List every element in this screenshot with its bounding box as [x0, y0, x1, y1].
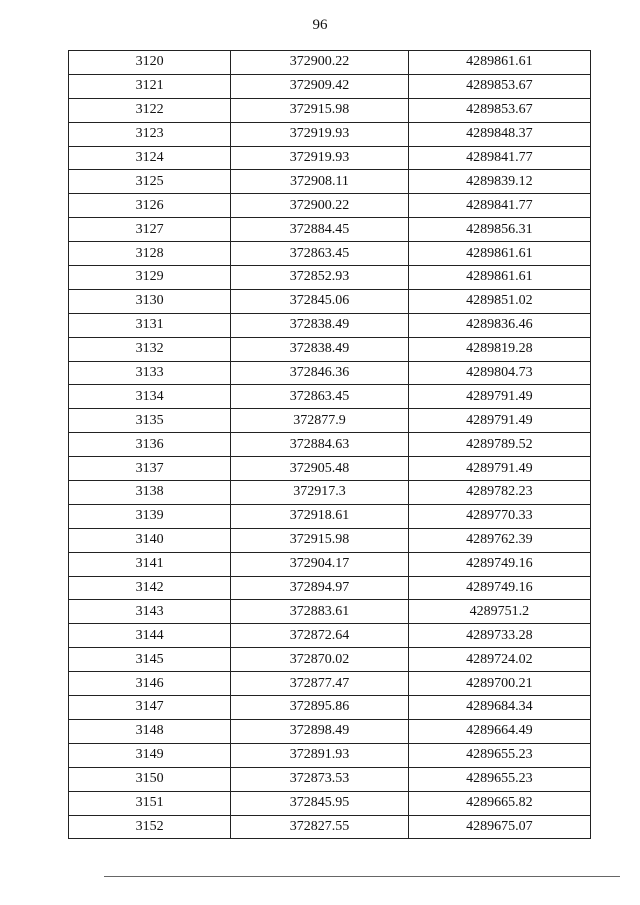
table-row [69, 313, 591, 337]
x-coordinate-cell: 372883.61 [231, 600, 408, 624]
table-row [69, 266, 591, 290]
y-coordinate-cell: 4289700.21 [408, 672, 590, 696]
point-id-cell: 3122 [69, 98, 231, 122]
x-coordinate-cell: 372872.64 [231, 624, 408, 648]
y-coordinate-cell: 4289848.37 [408, 122, 590, 146]
y-coordinate-cell: 4289861.61 [408, 266, 590, 290]
point-id-cell: 3123 [69, 122, 231, 146]
x-coordinate-cell: 372891.93 [231, 743, 408, 767]
y-coordinate-cell: 4289861.61 [408, 51, 590, 75]
point-id-cell: 3144 [69, 624, 231, 648]
point-id-cell: 3140 [69, 528, 231, 552]
table-row [69, 122, 591, 146]
table-row [69, 791, 591, 815]
x-coordinate-cell: 372895.86 [231, 696, 408, 720]
y-coordinate-cell: 4289733.28 [408, 624, 590, 648]
bottom-divider [104, 876, 620, 877]
x-coordinate-cell: 372908.11 [231, 170, 408, 194]
table-row [69, 696, 591, 720]
x-coordinate-cell: 372900.22 [231, 51, 408, 75]
x-coordinate-cell: 372894.97 [231, 576, 408, 600]
table-row [69, 576, 591, 600]
page-number: 96 [312, 17, 328, 33]
point-id-cell: 3131 [69, 313, 231, 337]
y-coordinate-cell: 4289791.49 [408, 385, 590, 409]
point-id-cell: 3149 [69, 743, 231, 767]
x-coordinate-cell: 372904.17 [231, 552, 408, 576]
y-coordinate-cell: 4289789.52 [408, 433, 590, 457]
point-id-cell: 3146 [69, 672, 231, 696]
table-row [69, 600, 591, 624]
x-coordinate-cell: 372873.53 [231, 767, 408, 791]
table-row [69, 767, 591, 791]
point-id-cell: 3147 [69, 696, 231, 720]
table-row [69, 289, 591, 313]
x-coordinate-cell: 372884.63 [231, 433, 408, 457]
y-coordinate-cell: 4289804.73 [408, 361, 590, 385]
point-id-cell: 3120 [69, 51, 231, 75]
x-coordinate-cell: 372898.49 [231, 719, 408, 743]
x-coordinate-cell: 372915.98 [231, 98, 408, 122]
x-coordinate-cell: 372884.45 [231, 218, 408, 242]
point-id-cell: 3139 [69, 504, 231, 528]
coordinate-table-body [69, 51, 591, 839]
x-coordinate-cell: 372900.22 [231, 194, 408, 218]
point-id-cell: 3142 [69, 576, 231, 600]
y-coordinate-cell: 4289749.16 [408, 576, 590, 600]
table-row [69, 361, 591, 385]
point-id-cell: 3145 [69, 648, 231, 672]
y-coordinate-cell: 4289841.77 [408, 146, 590, 170]
y-coordinate-cell: 4289751.2 [408, 600, 590, 624]
point-id-cell: 3150 [69, 767, 231, 791]
x-coordinate-cell: 372919.93 [231, 146, 408, 170]
point-id-cell: 3137 [69, 457, 231, 481]
table-row [69, 337, 591, 361]
point-id-cell: 3148 [69, 719, 231, 743]
x-coordinate-cell: 372845.06 [231, 289, 408, 313]
x-coordinate-cell: 372852.93 [231, 266, 408, 290]
point-id-cell: 3136 [69, 433, 231, 457]
point-id-cell: 3126 [69, 194, 231, 218]
y-coordinate-cell: 4289655.23 [408, 743, 590, 767]
x-coordinate-cell: 372909.42 [231, 74, 408, 98]
table-row [69, 528, 591, 552]
y-coordinate-cell: 4289749.16 [408, 552, 590, 576]
point-id-cell: 3130 [69, 289, 231, 313]
table-row [69, 719, 591, 743]
point-id-cell: 3125 [69, 170, 231, 194]
table-row [69, 385, 591, 409]
table-row [69, 743, 591, 767]
y-coordinate-cell: 4289675.07 [408, 815, 590, 839]
y-coordinate-cell: 4289684.34 [408, 696, 590, 720]
y-coordinate-cell: 4289836.46 [408, 313, 590, 337]
x-coordinate-cell: 372846.36 [231, 361, 408, 385]
point-id-cell: 3134 [69, 385, 231, 409]
x-coordinate-cell: 372915.98 [231, 528, 408, 552]
table-row [69, 242, 591, 266]
y-coordinate-cell: 4289791.49 [408, 457, 590, 481]
y-coordinate-cell: 4289819.28 [408, 337, 590, 361]
point-id-cell: 3132 [69, 337, 231, 361]
table-row [69, 457, 591, 481]
x-coordinate-cell: 372877.47 [231, 672, 408, 696]
y-coordinate-cell: 4289655.23 [408, 767, 590, 791]
table-row [69, 433, 591, 457]
point-id-cell: 3129 [69, 266, 231, 290]
point-id-cell: 3141 [69, 552, 231, 576]
table-row [69, 98, 591, 122]
point-id-cell: 3151 [69, 791, 231, 815]
y-coordinate-cell: 4289841.77 [408, 194, 590, 218]
point-id-cell: 3143 [69, 600, 231, 624]
y-coordinate-cell: 4289770.33 [408, 504, 590, 528]
table-row [69, 481, 591, 505]
x-coordinate-cell: 372870.02 [231, 648, 408, 672]
y-coordinate-cell: 4289851.02 [408, 289, 590, 313]
point-id-cell: 3138 [69, 481, 231, 505]
y-coordinate-cell: 4289853.67 [408, 74, 590, 98]
x-coordinate-cell: 372827.55 [231, 815, 408, 839]
table-row [69, 74, 591, 98]
y-coordinate-cell: 4289853.67 [408, 98, 590, 122]
point-id-cell: 3121 [69, 74, 231, 98]
table-row [69, 409, 591, 433]
table-row [69, 672, 591, 696]
x-coordinate-cell: 372863.45 [231, 242, 408, 266]
x-coordinate-cell: 372877.9 [231, 409, 408, 433]
y-coordinate-cell: 4289839.12 [408, 170, 590, 194]
y-coordinate-cell: 4289856.31 [408, 218, 590, 242]
table-row [69, 170, 591, 194]
x-coordinate-cell: 372918.61 [231, 504, 408, 528]
point-id-cell: 3133 [69, 361, 231, 385]
x-coordinate-cell: 372845.95 [231, 791, 408, 815]
table-row [69, 504, 591, 528]
point-id-cell: 3152 [69, 815, 231, 839]
x-coordinate-cell: 372863.45 [231, 385, 408, 409]
table-row [69, 218, 591, 242]
table-row [69, 194, 591, 218]
x-coordinate-cell: 372838.49 [231, 313, 408, 337]
point-id-cell: 3135 [69, 409, 231, 433]
table-row [69, 648, 591, 672]
table-row [69, 146, 591, 170]
y-coordinate-cell: 4289665.82 [408, 791, 590, 815]
table-row [69, 815, 591, 839]
y-coordinate-cell: 4289782.23 [408, 481, 590, 505]
x-coordinate-cell: 372838.49 [231, 337, 408, 361]
coordinate-table [68, 50, 591, 839]
y-coordinate-cell: 4289861.61 [408, 242, 590, 266]
y-coordinate-cell: 4289724.02 [408, 648, 590, 672]
point-id-cell: 3124 [69, 146, 231, 170]
x-coordinate-cell: 372917.3 [231, 481, 408, 505]
table-row [69, 624, 591, 648]
y-coordinate-cell: 4289791.49 [408, 409, 590, 433]
point-id-cell: 3127 [69, 218, 231, 242]
y-coordinate-cell: 4289762.39 [408, 528, 590, 552]
table-row [69, 552, 591, 576]
table-row [69, 51, 591, 75]
y-coordinate-cell: 4289664.49 [408, 719, 590, 743]
x-coordinate-cell: 372905.48 [231, 457, 408, 481]
point-id-cell: 3128 [69, 242, 231, 266]
x-coordinate-cell: 372919.93 [231, 122, 408, 146]
